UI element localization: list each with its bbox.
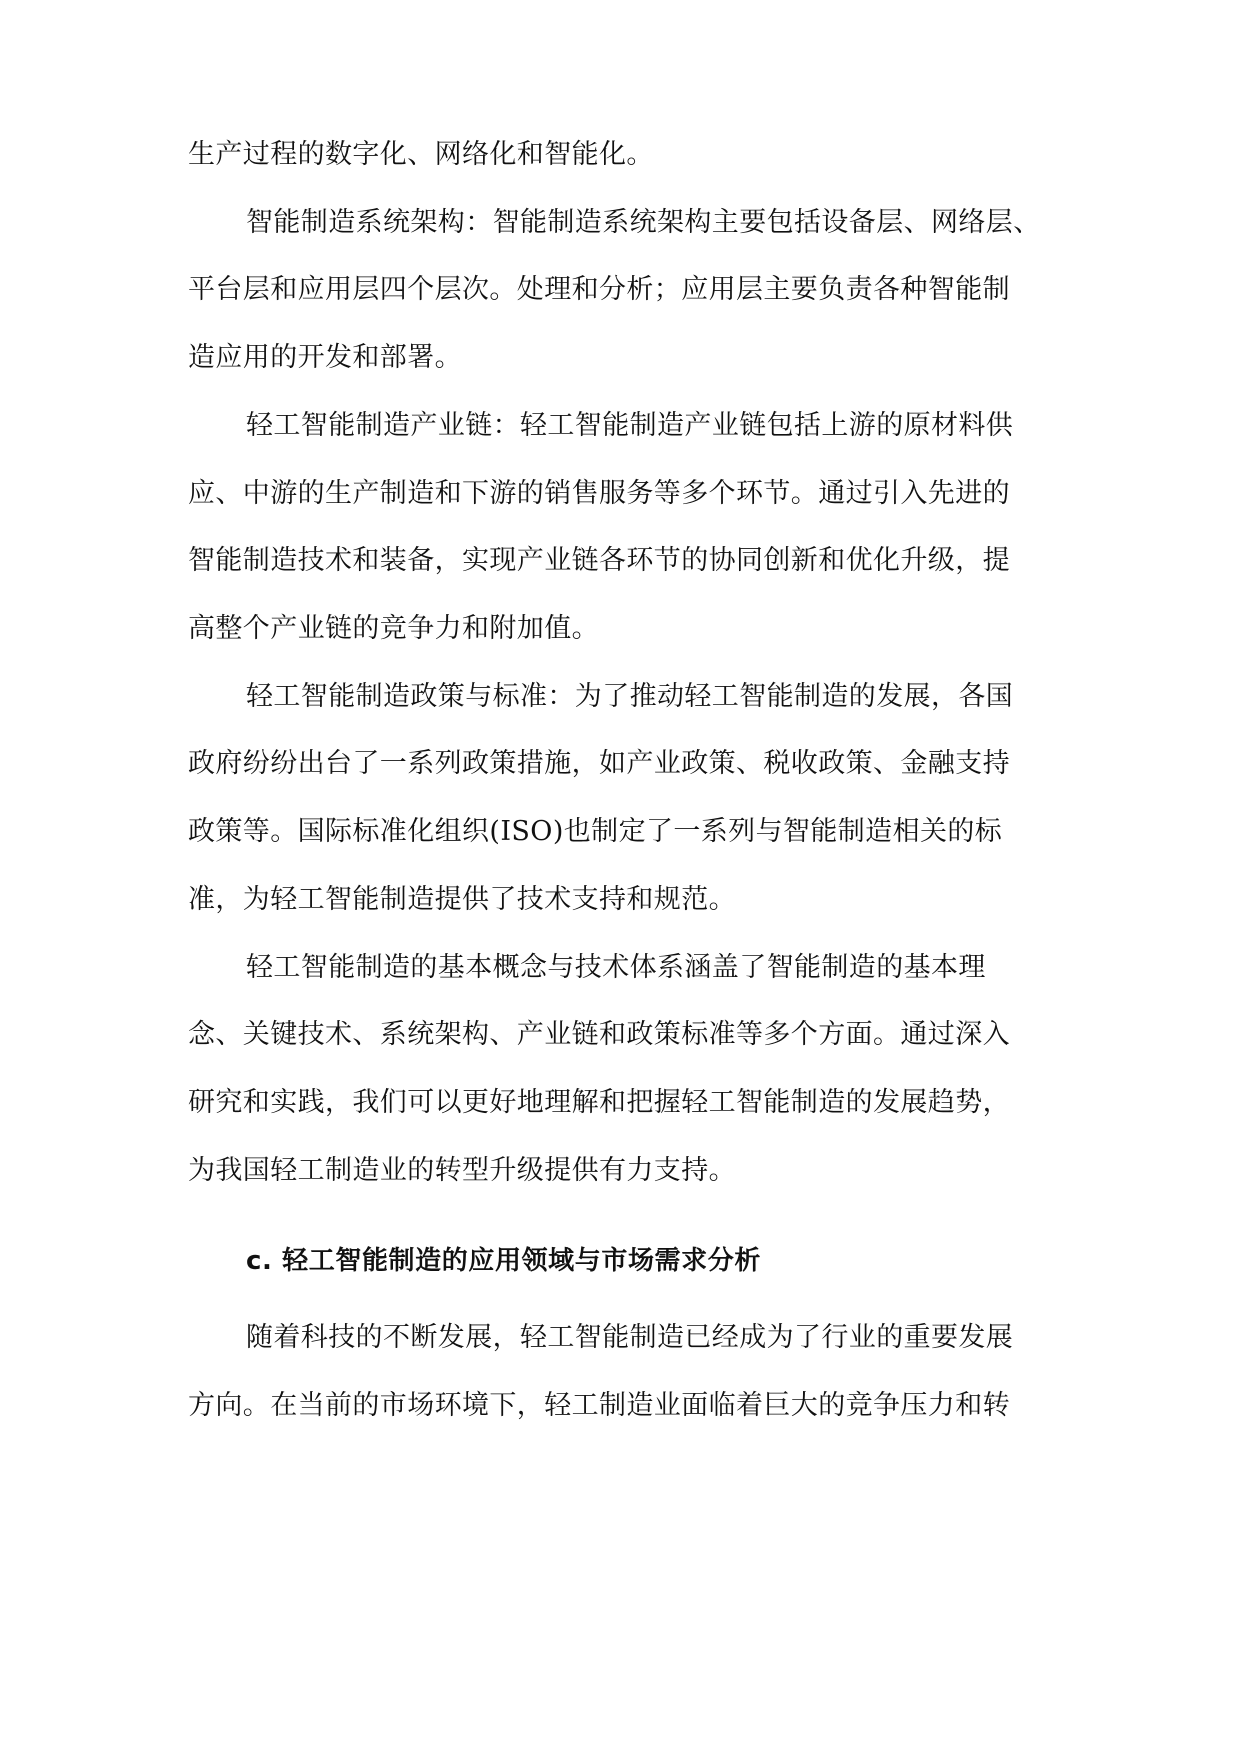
text-line: 生产过程的数字化、网络化和智能化。: [188, 139, 654, 170]
text-line: 政策等。国际标准化组织(ISO)也制定了一系列与智能制造相关的标: [188, 816, 1003, 847]
text-line: 方向。在当前的市场环境下，轻工制造业面临着巨大的竞争压力和转: [188, 1390, 1010, 1421]
text-line: 智能制造技术和装备，实现产业链各环节的协同创新和优化升级，提: [188, 545, 1010, 576]
text-line: 研究和实践，我们可以更好地理解和把握轻工智能制造的发展趋势，: [188, 1087, 1010, 1118]
text-line: 高整个产业链的竞争力和附加值。: [188, 613, 599, 644]
text-line: 随着科技的不断发展，轻工智能制造已经成为了行业的重要发展: [246, 1322, 1014, 1353]
text-line: 轻工智能制造产业链：轻工智能制造产业链包括上游的原材料供: [246, 410, 1014, 441]
text-line: 应、中游的生产制造和下游的销售服务等多个环节。通过引入先进的: [188, 478, 1010, 509]
text-line: 念、关键技术、系统架构、产业链和政策标准等多个方面。通过深入: [188, 1019, 1010, 1050]
text-line: 政府纷纷出台了一系列政策措施，如产业政策、税收政策、金融支持: [188, 748, 1010, 779]
text-line: 轻工智能制造政策与标准：为了推动轻工智能制造的发展，各国: [246, 681, 1014, 712]
text-line: 平台层和应用层四个层次。处理和分析；应用层主要负责各种智能制: [188, 274, 1010, 305]
section-heading: c. 轻工智能制造的应用领域与市场需求分析: [246, 1246, 761, 1276]
text-line: 为我国轻工制造业的转型升级提供有力支持。: [188, 1155, 736, 1186]
text-line: 轻工智能制造的基本概念与技术体系涵盖了智能制造的基本理: [246, 952, 986, 983]
text-line: 智能制造系统架构：智能制造系统架构主要包括设备层、网络层、: [246, 207, 1041, 238]
text-line: 准，为轻工智能制造提供了技术支持和规范。: [188, 884, 736, 915]
text-line: 造应用的开发和部署。: [188, 342, 462, 373]
